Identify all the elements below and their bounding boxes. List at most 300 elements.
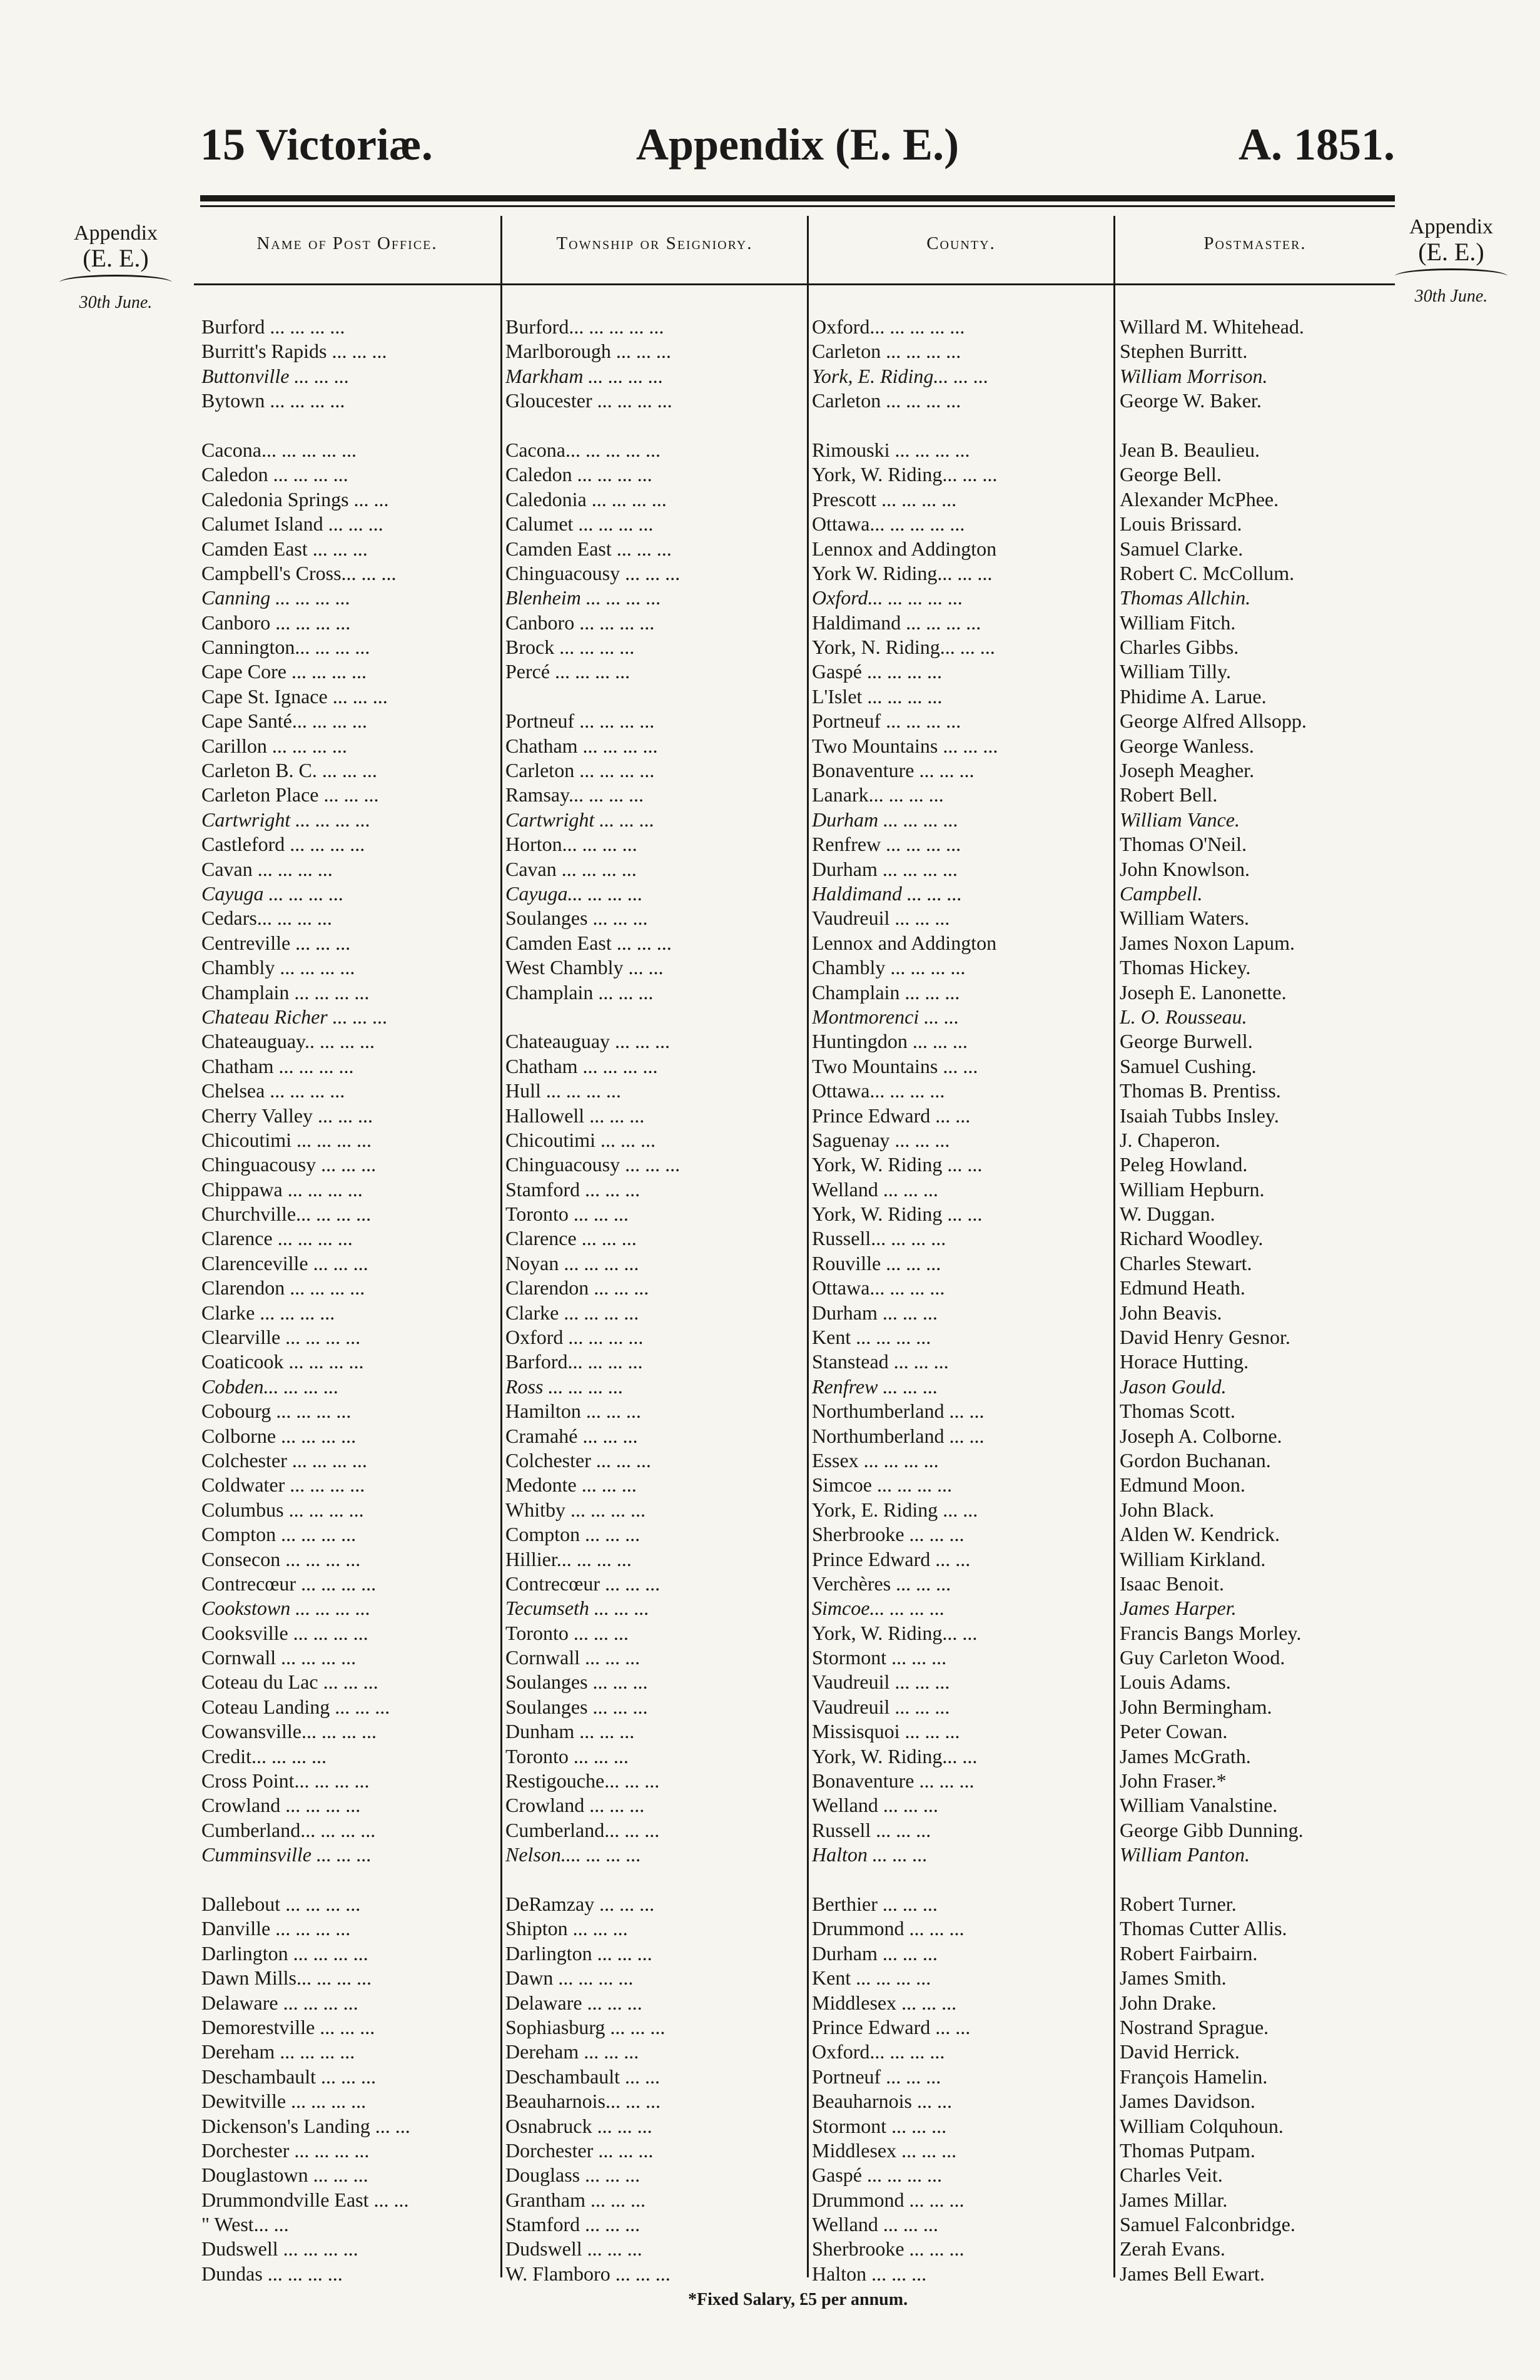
- postmaster-cell: J. Chaperon.: [1120, 1128, 1220, 1151]
- township-cell: Cayuga... ... ... ...: [505, 882, 643, 905]
- county-cell: Sherbrooke ... ... ...: [812, 1523, 965, 1546]
- post-office-table: [194, 216, 1395, 2285]
- table-row: [194, 1375, 1395, 1399]
- postmaster-cell: James Smith.: [1120, 1966, 1227, 1990]
- table-row: [194, 611, 1395, 635]
- table-row: [194, 1522, 1395, 1547]
- county-cell: Durham ... ... ... ...: [812, 857, 958, 880]
- county-cell: Kent ... ... ... ...: [812, 1326, 931, 1349]
- township-cell: Hallowell ... ... ...: [505, 1104, 645, 1127]
- column-header-post-office: Name of Post Office.: [256, 233, 438, 253]
- county-cell: Stanstead ... ... ...: [812, 1350, 949, 1373]
- appendix-title: Appendix (E. E.): [636, 120, 960, 170]
- county-cell: Northumberland ... ...: [812, 1424, 985, 1447]
- post-office-cell: Contrecœur ... ... ... ...: [201, 1572, 377, 1595]
- postmaster-cell: Charles Stewart.: [1120, 1251, 1252, 1274]
- postmaster-cell: George Gibb Dunning.: [1120, 1818, 1304, 1841]
- table-row: [194, 1276, 1395, 1300]
- county-cell: Gaspé ... ... ... ...: [812, 2164, 942, 2187]
- table-row: [194, 1424, 1395, 1448]
- table-row: [194, 2262, 1395, 2286]
- table-row: [194, 1079, 1395, 1103]
- postmaster-cell: Stephen Burritt.: [1120, 340, 1248, 363]
- post-office-cell: Cartwright ... ... ... ...: [201, 808, 371, 831]
- county-cell: Halton ... ... ...: [812, 1843, 928, 1866]
- post-office-cell: Chambly ... ... ... ...: [201, 956, 355, 979]
- table-row: [194, 1621, 1395, 1645]
- township-cell: Ramsay... ... ... ...: [505, 783, 644, 806]
- township-cell: Ross ... ... ... ...: [505, 1375, 624, 1398]
- county-cell: Northumberland ... ...: [812, 1400, 985, 1423]
- margin-brace: [1395, 268, 1507, 284]
- township-cell: Compton ... ... ...: [505, 1523, 641, 1546]
- margin-appendix-ref: (E. E.): [1418, 238, 1484, 266]
- postmaster-cell: John Black.: [1120, 1498, 1215, 1521]
- county-cell: Ottawa... ... ... ...: [812, 1276, 945, 1299]
- county-cell: Renfrew ... ... ... ...: [812, 833, 961, 856]
- county-cell: Middlesex ... ... ...: [812, 1991, 957, 2014]
- county-cell: Russell... ... ... ...: [812, 1227, 946, 1250]
- table-row: [194, 758, 1395, 783]
- county-cell: Haldimand ... ... ... ...: [812, 611, 981, 634]
- county-cell: Lanark... ... ... ...: [812, 783, 944, 806]
- table-row: [194, 1152, 1395, 1177]
- column-header-township: Township or Seigniory.: [556, 233, 753, 253]
- post-office-cell: Carleton B. C. ... ... ...: [201, 759, 377, 782]
- postmaster-cell: Robert C. McCollum.: [1120, 561, 1295, 584]
- table-row: [194, 1547, 1395, 1572]
- table-row: [194, 1473, 1395, 1497]
- postmaster-cell: Robert Bell.: [1120, 783, 1218, 806]
- county-cell: Saguenay ... ... ...: [812, 1128, 950, 1151]
- footnote: *Fixed Salary, £5 per annum.: [688, 2290, 908, 2309]
- township-cell: Hamilton ... ... ...: [505, 1400, 641, 1423]
- post-office-cell: Cobden... ... ... ...: [201, 1375, 339, 1398]
- table-row: [194, 1596, 1395, 1620]
- post-office-cell: Burritt's Rapids ... ... ...: [201, 340, 387, 363]
- postmaster-cell: William Morrison.: [1120, 364, 1268, 387]
- county-cell: Middlesex ... ... ...: [812, 2138, 957, 2162]
- post-office-cell: Credit... ... ... ...: [201, 1744, 327, 1767]
- table-row: [194, 659, 1395, 684]
- postmaster-cell: George Wanless.: [1120, 734, 1254, 757]
- county-cell: Welland ... ... ...: [812, 1177, 938, 1201]
- postmaster-cell: William Colquhoun.: [1120, 2114, 1284, 2137]
- margin-appendix-label: Appendix: [73, 221, 158, 245]
- table-row: [194, 1202, 1395, 1226]
- post-office-cell: Cowansville... ... ... ...: [201, 1720, 377, 1743]
- post-office-cell: Douglastown ... ... ...: [201, 2164, 368, 2187]
- county-cell: York W. Riding... ... ...: [812, 561, 993, 584]
- table-row: [194, 1104, 1395, 1128]
- table-row: [194, 1325, 1395, 1350]
- post-office-cell: Cooksville ... ... ... ...: [201, 1621, 368, 1644]
- post-office-cell: Dickenson's Landing ... ...: [201, 2114, 410, 2137]
- township-cell: Camden East ... ... ...: [505, 931, 672, 954]
- postmaster-cell: François Hamelin.: [1120, 2065, 1268, 2088]
- township-cell: Brock ... ... ... ...: [505, 636, 635, 659]
- township-cell: Dunham ... ... ...: [505, 1720, 635, 1743]
- table-row: [194, 1695, 1395, 1719]
- county-cell: Haldimand ... ... ...: [812, 882, 962, 905]
- township-cell: Cacona... ... ... ... ...: [505, 438, 661, 461]
- township-cell: Cavan ... ... ... ...: [505, 857, 637, 880]
- postmaster-cell: Thomas Allchin.: [1120, 586, 1251, 609]
- township-cell: Chatham ... ... ... ...: [505, 1054, 658, 1077]
- postmaster-cell: James Bell Ewart.: [1120, 2262, 1265, 2285]
- county-cell: Stormont ... ... ...: [812, 1646, 947, 1669]
- post-office-cell: Colborne ... ... ... ...: [201, 1424, 357, 1447]
- township-cell: Contrecœur ... ... ...: [505, 1572, 661, 1595]
- township-cell: Percé ... ... ... ...: [505, 660, 631, 683]
- post-office-cell: Castleford ... ... ... ...: [201, 833, 365, 856]
- township-cell: Carleton ... ... ... ...: [505, 759, 655, 782]
- margin-brace: [59, 275, 172, 290]
- township-cell: Clarke ... ... ... ...: [505, 1301, 639, 1324]
- table-row: [194, 512, 1395, 536]
- township-cell: Marlborough ... ... ...: [505, 340, 671, 363]
- post-office-cell: Cumminsville ... ... ...: [201, 1843, 372, 1866]
- postmaster-cell: Thomas O'Neil.: [1120, 833, 1247, 856]
- post-office-cell: Chelsea ... ... ... ...: [201, 1079, 345, 1102]
- postmaster-cell: David Henry Gesnor.: [1120, 1326, 1290, 1349]
- postmaster-cell: John Bermingham.: [1120, 1695, 1272, 1718]
- table-row: [194, 1498, 1395, 1522]
- table-row: [194, 2040, 1395, 2064]
- county-cell: Bonaventure ... ... ...: [812, 759, 975, 782]
- postmaster-cell: L. O. Rousseau.: [1120, 1005, 1247, 1028]
- county-cell: Stormont ... ... ...: [812, 2114, 947, 2137]
- post-office-cell: Crowland ... ... ... ...: [201, 1794, 361, 1817]
- postmaster-cell: Jean B. Beaulieu.: [1120, 438, 1260, 461]
- township-cell: Dorchester ... ... ...: [505, 2138, 654, 2162]
- post-office-cell: Camden East ... ... ...: [201, 537, 368, 560]
- margin-date: 30th June.: [1414, 287, 1488, 306]
- township-cell: Dereham ... ... ...: [505, 2040, 639, 2063]
- postmaster-cell: Samuel Falconbridge.: [1120, 2213, 1295, 2236]
- table-row: [194, 2188, 1395, 2212]
- postmaster-cell: John Fraser.*: [1120, 1769, 1227, 1793]
- county-cell: Halton ... ... ...: [812, 2262, 927, 2285]
- township-cell: W. Flamboro ... ... ...: [505, 2262, 671, 2285]
- township-cell: Barford... ... ... ...: [505, 1350, 643, 1373]
- post-office-cell: Deschambault ... ... ...: [201, 2065, 377, 2088]
- township-cell: Whitby ... ... ... ...: [505, 1498, 646, 1521]
- postmaster-cell: Guy Carleton Wood.: [1120, 1646, 1285, 1669]
- post-office-cell: Churchville... ... ... ...: [201, 1203, 372, 1226]
- county-cell: Two Mountains ... ... ...: [812, 734, 998, 757]
- post-office-cell: Carillon ... ... ... ...: [201, 734, 347, 757]
- county-cell: Vaudreuil ... ... ...: [812, 907, 950, 930]
- county-cell: Ottawa... ... ... ...: [812, 1079, 945, 1102]
- postmaster-cell: George Bell.: [1120, 463, 1222, 486]
- header-underline: [194, 283, 1395, 285]
- postmaster-cell: David Herrick.: [1120, 2040, 1240, 2063]
- table-row: [194, 2237, 1395, 2261]
- postmaster-cell: Edmund Moon.: [1120, 1473, 1245, 1497]
- township-cell: Noyan ... ... ... ...: [505, 1251, 639, 1274]
- township-cell: Stamford ... ... ...: [505, 1177, 641, 1201]
- post-office-cell: Compton ... ... ... ...: [201, 1523, 357, 1546]
- county-cell: Welland ... ... ...: [812, 2213, 938, 2236]
- right-margin-note: [1385, 216, 1517, 307]
- county-cell: Gaspé ... ... ... ...: [812, 660, 942, 683]
- township-cell: Canboro ... ... ... ...: [505, 611, 655, 634]
- header-rule-thick: [200, 195, 1395, 201]
- county-cell: Essex ... ... ... ...: [812, 1448, 939, 1472]
- postmaster-cell: James Millar.: [1120, 2188, 1228, 2211]
- county-cell: York, W. Riding... ...: [812, 1621, 978, 1644]
- post-office-cell: Delaware ... ... ... ...: [201, 1991, 358, 2014]
- township-cell: Horton... ... ... ...: [505, 833, 637, 856]
- township-cell: Oxford ... ... ... ...: [505, 1326, 644, 1349]
- post-office-cell: Chatham ... ... ... ...: [201, 1054, 354, 1077]
- county-cell: Prescott ... ... ... ...: [812, 487, 957, 511]
- township-cell: Stamford ... ... ...: [505, 2213, 641, 2236]
- county-cell: Sherbrooke ... ... ...: [812, 2237, 965, 2260]
- township-cell: Crowland ... ... ...: [505, 1794, 645, 1817]
- table-row: [194, 2065, 1395, 2089]
- postmaster-cell: Phidime A. Larue.: [1120, 684, 1267, 708]
- county-cell: Lennox and Addington: [812, 931, 997, 954]
- county-cell: Lennox and Addington: [812, 537, 997, 560]
- post-office-cell: Caledonia Springs ... ...: [201, 487, 389, 511]
- post-office-cell: Cornwall ... ... ... ...: [201, 1646, 357, 1669]
- table-row: [194, 1177, 1395, 1202]
- table-row: [194, 980, 1395, 1005]
- table-row: [194, 1645, 1395, 1670]
- post-office-cell: Canboro ... ... ... ...: [201, 611, 351, 634]
- postmaster-cell: Nostrand Sprague.: [1120, 2015, 1269, 2038]
- postmaster-cell: George Burwell.: [1120, 1030, 1253, 1053]
- table-row: [194, 586, 1395, 610]
- county-cell: Durham ... ... ... ...: [812, 808, 959, 831]
- township-cell: Cumberland... ... ...: [505, 1818, 660, 1841]
- county-cell: Missisquoi ... ... ...: [812, 1720, 960, 1743]
- table-row: [194, 1941, 1395, 1966]
- table-row: [194, 857, 1395, 882]
- county-cell: Rouville ... ... ...: [812, 1251, 941, 1274]
- postmaster-cell: Gordon Buchanan.: [1120, 1448, 1271, 1472]
- table-row: [194, 955, 1395, 980]
- post-office-cell: Darlington ... ... ... ...: [201, 1941, 368, 1965]
- table-row: [194, 389, 1395, 413]
- header-rule-thin: [200, 205, 1395, 207]
- township-cell: Caledonia ... ... ... ...: [505, 487, 667, 511]
- post-office-cell: Cumberland... ... ... ...: [201, 1818, 376, 1841]
- postmaster-cell: Joseph A. Colborne.: [1120, 1424, 1282, 1447]
- postmaster-cell: George Alfred Allsopp.: [1120, 709, 1307, 733]
- table-row: [194, 315, 1395, 339]
- township-cell: Hillier... ... ... ...: [505, 1547, 632, 1570]
- post-office-cell: Chateau Richer ... ... ...: [201, 1005, 388, 1028]
- post-office-cell: Dudswell ... ... ... ...: [201, 2237, 358, 2260]
- township-cell: West Chambly ... ...: [505, 956, 664, 979]
- county-cell: Prince Edward ... ...: [812, 1547, 971, 1570]
- postmaster-cell: Jason Gould.: [1120, 1375, 1227, 1398]
- post-office-cell: Cacona... ... ... ... ...: [201, 438, 357, 461]
- township-cell: Tecumseth ... ... ...: [505, 1597, 649, 1620]
- postmaster-cell: Peter Cowan.: [1120, 1720, 1228, 1743]
- county-cell: Champlain ... ... ...: [812, 980, 960, 1004]
- table-row: [194, 1301, 1395, 1325]
- table-row: [194, 2212, 1395, 2237]
- post-office-cell: Cookstown ... ... ... ...: [201, 1597, 371, 1620]
- table-row: [194, 808, 1395, 832]
- county-cell: Vaudreuil ... ... ...: [812, 1695, 950, 1718]
- post-office-cell: Cayuga ... ... ... ...: [201, 882, 344, 905]
- post-office-cell: Colchester ... ... ... ...: [201, 1448, 367, 1472]
- postmaster-cell: Thomas Cutter Allis.: [1120, 1917, 1287, 1940]
- township-cell: Osnabruck ... ... ...: [505, 2114, 652, 2137]
- county-cell: Portneuf ... ... ...: [812, 2065, 941, 2088]
- township-cell: Shipton ... ... ...: [505, 1917, 628, 1940]
- township-cell: Chicoutimi ... ... ...: [505, 1128, 656, 1151]
- post-office-cell: Campbell's Cross... ... ...: [201, 561, 397, 584]
- table-row: [194, 906, 1395, 930]
- left-margin-note: [50, 222, 181, 313]
- table-row: [194, 1916, 1395, 1941]
- post-office-cell: Champlain ... ... ... ...: [201, 980, 370, 1004]
- postmaster-cell: Horace Hutting.: [1120, 1350, 1249, 1373]
- postmaster-cell: Isaac Benoit.: [1120, 1572, 1225, 1595]
- postmaster-cell: Louis Adams.: [1120, 1671, 1231, 1694]
- postmaster-cell: Richard Woodley.: [1120, 1227, 1264, 1250]
- postmaster-cell: John Knowlson.: [1120, 857, 1250, 880]
- table-row: [194, 537, 1395, 561]
- township-cell: Toronto ... ... ...: [505, 1621, 629, 1644]
- postmaster-cell: Joseph E. Lanonette.: [1120, 980, 1287, 1004]
- table-row: [194, 2163, 1395, 2187]
- table-row: [194, 1005, 1395, 1029]
- county-cell: Russell ... ... ...: [812, 1818, 931, 1841]
- column-header-postmaster: Postmaster.: [1203, 233, 1307, 253]
- postmaster-cell: William Tilly.: [1120, 660, 1232, 683]
- township-cell: Darlington ... ... ...: [505, 1941, 652, 1965]
- post-office-cell: Calumet Island ... ... ...: [201, 512, 383, 536]
- table-row: [194, 1399, 1395, 1423]
- county-cell: Huntingdon ... ... ...: [812, 1030, 968, 1053]
- township-cell: Caledon ... ... ... ...: [505, 463, 652, 486]
- post-office-cell: Chinguacousy ... ... ...: [201, 1153, 377, 1176]
- post-office-cell: Burford ... ... ... ...: [201, 315, 345, 338]
- postmaster-cell: William Vanalstine.: [1120, 1794, 1278, 1817]
- table-row: [194, 1029, 1395, 1054]
- county-cell: Durham ... ... ...: [812, 1941, 938, 1965]
- post-office-cell: Cavan ... ... ... ...: [201, 857, 333, 880]
- county-cell: Durham ... ... ...: [812, 1301, 938, 1324]
- postmaster-cell: James Davidson.: [1120, 2090, 1255, 2113]
- postmaster-cell: Robert Turner.: [1120, 1893, 1237, 1915]
- county-cell: Oxford... ... ... ... ...: [812, 315, 965, 338]
- post-office-cell: Clarendon ... ... ... ...: [201, 1276, 365, 1299]
- table-row: [194, 1843, 1395, 1867]
- table-row: [194, 882, 1395, 906]
- postmaster-cell: Peleg Howland.: [1120, 1153, 1248, 1176]
- postmaster-cell: Thomas Hickey.: [1120, 956, 1251, 979]
- township-cell: Toronto ... ... ...: [505, 1203, 629, 1226]
- township-cell: Nelson.... ... ... ...: [505, 1843, 641, 1866]
- township-cell: Colchester ... ... ...: [505, 1448, 651, 1472]
- township-cell: Dawn ... ... ... ...: [505, 1966, 634, 1990]
- township-cell: Calumet ... ... ... ...: [505, 512, 654, 536]
- table-row: [194, 364, 1395, 389]
- county-cell: Montmorenci ... ...: [812, 1005, 960, 1028]
- table-row: [194, 931, 1395, 955]
- postmaster-cell: Joseph Meagher.: [1120, 759, 1255, 782]
- township-cell: Dudswell ... ... ...: [505, 2237, 642, 2260]
- township-cell: Blenheim ... ... ... ...: [505, 586, 661, 609]
- table-row: [194, 561, 1395, 586]
- county-cell: L'Islet ... ... ... ...: [812, 684, 943, 708]
- post-office-cell: Cape Santé... ... ... ...: [201, 709, 367, 733]
- post-office-cell: Dawn Mills... ... ... ...: [201, 1966, 372, 1990]
- postmaster-cell: Alexander McPhee.: [1120, 487, 1279, 511]
- township-cell: Clarence ... ... ...: [505, 1227, 637, 1250]
- post-office-cell: Clearville ... ... ... ...: [201, 1326, 361, 1349]
- table-row: [194, 1054, 1395, 1079]
- table-row: [194, 1744, 1395, 1769]
- year-label: A. 1851.: [1239, 120, 1395, 170]
- table-body: [194, 315, 1395, 2286]
- postmaster-cell: George W. Baker.: [1120, 389, 1262, 412]
- postmaster-cell: Charles Veit.: [1120, 2164, 1223, 2187]
- margin-date: 30th June.: [79, 293, 153, 312]
- post-office-cell: Coaticook ... ... ... ...: [201, 1350, 364, 1373]
- township-cell: Soulanges ... ... ...: [505, 907, 648, 930]
- post-office-cell: Consecon ... ... ... ...: [201, 1547, 361, 1570]
- township-cell: Camden East ... ... ...: [505, 537, 672, 560]
- post-office-cell: Cape Core ... ... ... ...: [201, 660, 367, 683]
- post-office-cell: Demorestville ... ... ...: [201, 2015, 375, 2038]
- township-cell: Delaware ... ... ...: [505, 1991, 642, 2014]
- post-office-cell: Dewitville ... ... ... ...: [201, 2090, 367, 2113]
- postmaster-cell: William Waters.: [1120, 907, 1250, 930]
- post-office-cell: Dundas ... ... ... ...: [201, 2262, 343, 2285]
- county-cell: York, W. Riding... ...: [812, 1744, 978, 1767]
- table-row: [194, 684, 1395, 709]
- county-cell: Two Mountains ... ...: [812, 1054, 978, 1077]
- postmaster-cell: John Drake.: [1120, 1991, 1217, 2014]
- table-row: [194, 1572, 1395, 1596]
- post-office-cell: Cannington... ... ... ...: [201, 636, 370, 659]
- county-cell: Chambly ... ... ... ...: [812, 956, 966, 979]
- township-cell: Gloucester ... ... ... ...: [505, 389, 672, 412]
- county-cell: Drummond ... ... ...: [812, 1917, 965, 1940]
- post-office-cell: Danville ... ... ... ...: [201, 1917, 351, 1940]
- township-cell: Chateauguay ... ... ...: [505, 1030, 671, 1053]
- township-cell: Chatham ... ... ... ...: [505, 734, 658, 757]
- postmaster-cell: Alden W. Kendrick.: [1120, 1523, 1280, 1546]
- postmaster-cell: William Fitch.: [1120, 611, 1236, 634]
- column-header-county: County.: [926, 233, 996, 253]
- county-cell: Oxford... ... ... ... ...: [812, 586, 963, 609]
- township-cell: Deschambault ... ...: [505, 2065, 661, 2088]
- postmaster-cell: Samuel Clarke.: [1120, 537, 1244, 560]
- table-row: [194, 832, 1395, 857]
- post-office-cell: Dereham ... ... ... ...: [201, 2040, 355, 2063]
- postmaster-cell: James Harper.: [1120, 1597, 1237, 1620]
- table-row: [194, 1719, 1395, 1744]
- township-cell: DeRamzay ... ... ...: [505, 1893, 655, 1915]
- postmaster-cell: James Noxon Lapum.: [1120, 931, 1295, 954]
- postmaster-cell: Edmund Heath.: [1120, 1276, 1245, 1299]
- county-cell: Oxford... ... ... ...: [812, 2040, 945, 2063]
- county-cell: Vaudreuil ... ... ...: [812, 1671, 950, 1694]
- county-cell: Carleton ... ... ... ...: [812, 389, 961, 412]
- post-office-cell: Clarenceville ... ... ...: [201, 1251, 368, 1274]
- township-cell: Toronto ... ... ...: [505, 1744, 629, 1767]
